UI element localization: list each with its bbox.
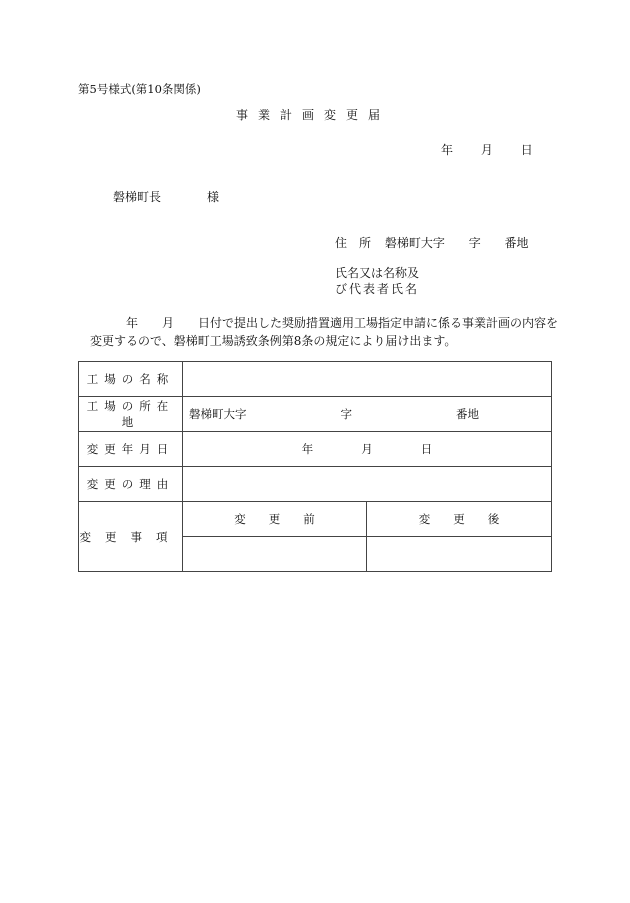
body-line-1: 年 月 日付で提出した奨励措置適用工場指定申請に係る事業計画の内容を [126,316,559,330]
before-header: 変 更 前 [183,502,367,537]
addressee [113,190,219,204]
table-row [79,467,552,502]
factory-location-field[interactable] [183,397,552,432]
location-aza: 字 [340,407,352,421]
change-date-field[interactable] [183,432,552,467]
applicant-address [335,236,529,250]
address-aza: 字 [468,236,481,250]
body-line-2: 変更するので、磐梯町工場誘致条例第8条の規定により届け出ます。 [90,334,457,348]
after-field[interactable] [367,537,552,572]
date-year: 年 [441,143,454,157]
factory-location-label: 工場の所在地 [79,397,183,432]
change-date-label: 変更年月日 [79,432,183,467]
table-row [79,397,552,432]
change-date-year: 年 [301,442,314,456]
factory-name-field[interactable] [183,362,552,397]
change-reason-label: 変更の理由 [79,467,183,502]
location-banchi: 番地 [456,407,479,421]
location-value: 磐梯町大字 [189,407,247,421]
after-header: 変 更 後 [367,502,552,537]
address-label: 住 所 [335,236,372,250]
change-date-month: 月 [361,442,373,456]
table-row [79,362,552,397]
address-value: 磐梯町大字 [384,236,445,250]
submission-date [441,143,533,157]
document-title: 事業計画変更届 [236,108,391,122]
addressee-name: 磐梯町長 [113,190,162,204]
date-day: 日 [520,143,533,157]
table-row [79,502,552,537]
date-month: 月 [480,143,493,157]
addressee-honorific: 様 [207,190,220,204]
form-number: 第5号様式(第10条関係) [78,82,201,96]
change-date-day: 日 [420,442,433,456]
change-form-table [78,361,552,572]
before-field[interactable] [183,537,367,572]
change-reason-field[interactable] [183,467,552,502]
change-items-label: 変更事項 [79,502,183,572]
table-row [79,432,552,467]
body-paragraph [90,314,560,350]
address-banchi: 番地 [504,236,529,250]
name-label-line2: び代表者氏名 [335,282,420,296]
factory-name-label: 工場の名称 [79,362,183,397]
name-label-line1: 氏名又は名称及 [335,266,420,280]
